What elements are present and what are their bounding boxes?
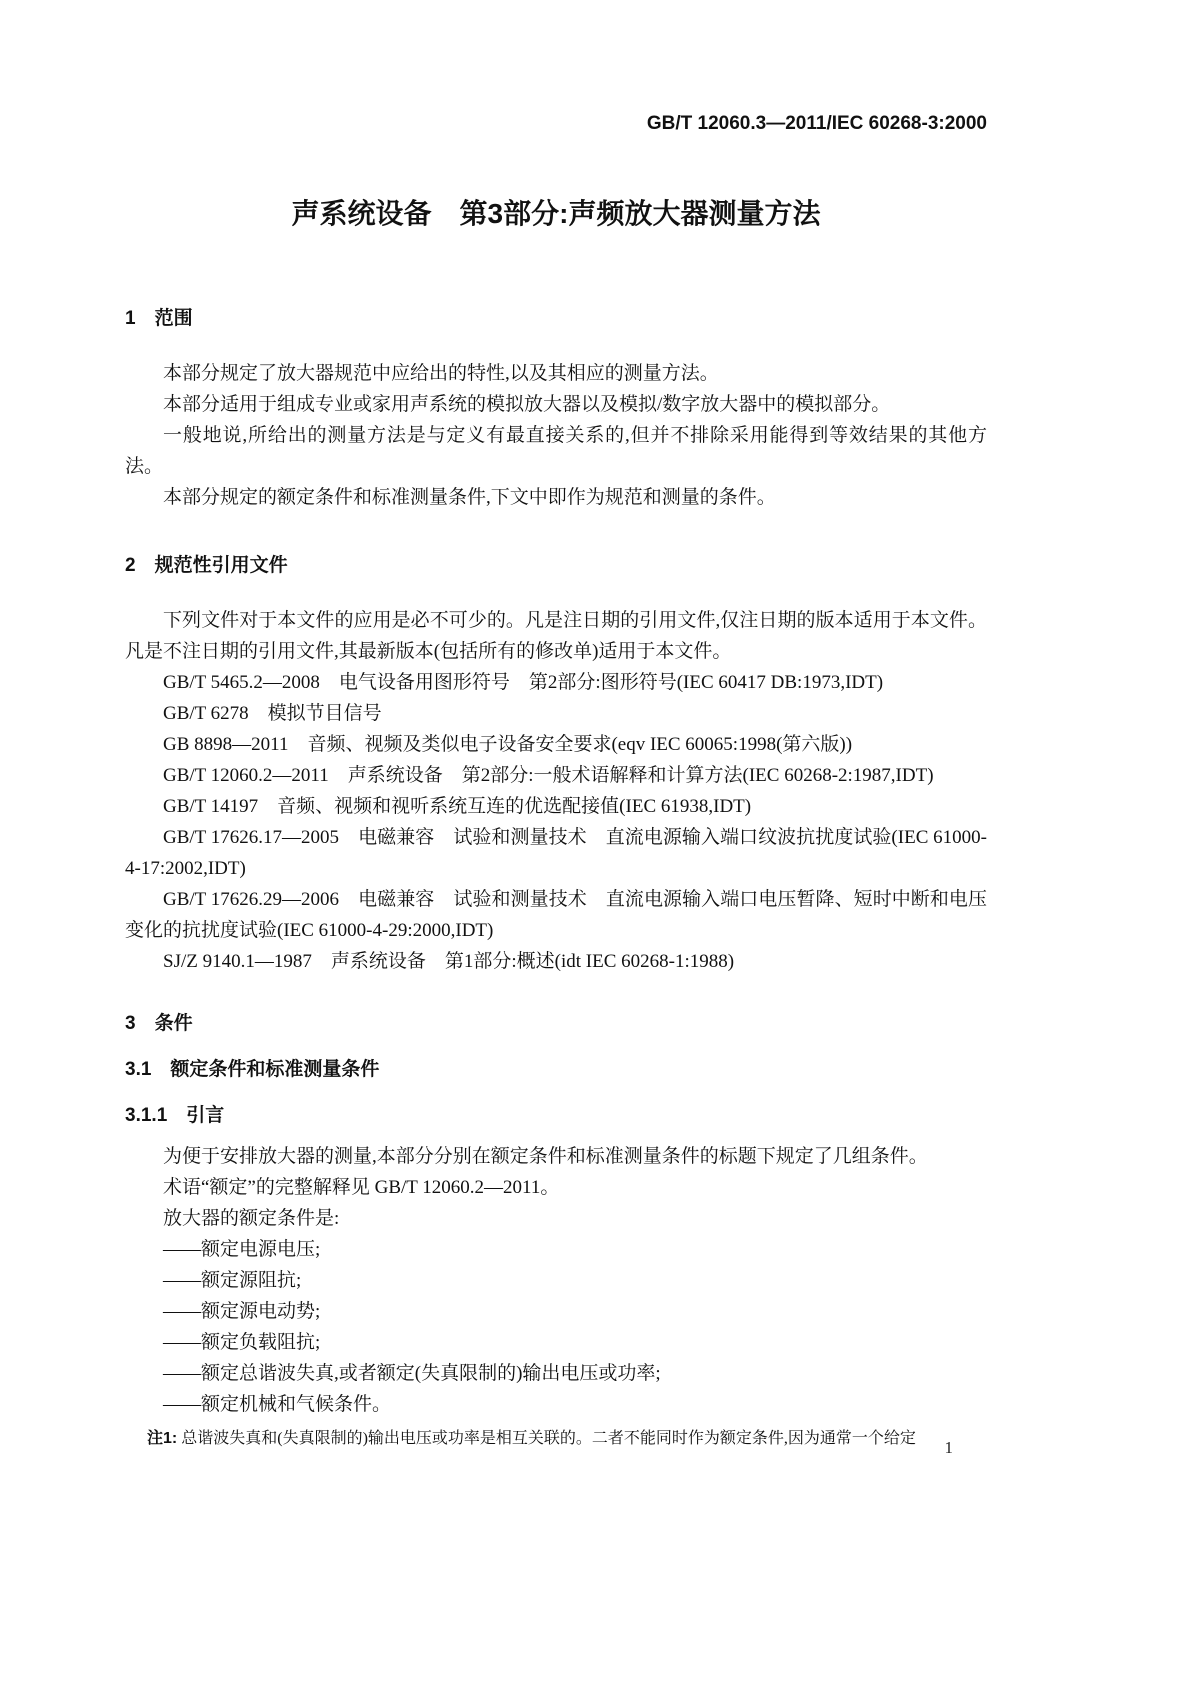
section-heading-scope: 1 范围 bbox=[125, 308, 193, 329]
reference-item: SJ/Z 9140.1—1987 声系统设备 第1部分:概述(idt IEC 60268-1:1988) bbox=[163, 951, 735, 972]
section-heading-normative-references: 2 规范性引用文件 bbox=[125, 555, 288, 576]
section-heading-conditions: 3 条件 bbox=[125, 1013, 193, 1034]
rated-condition-item: ——额定源阻抗; bbox=[163, 1270, 302, 1291]
scope-paragraph: 一般地说,所给出的测量方法是与定义有最直接关系的,但并不排除采用能得到等效结果的其他方法。 bbox=[125, 425, 987, 477]
page-number: 1 bbox=[944, 1438, 953, 1457]
conditions-paragraph: 放大器的额定条件是: bbox=[163, 1208, 340, 1229]
reference-item: GB/T 17626.17—2005 电磁兼容 试验和测量技术 直流电源输入端口纹波抗扰度试验(IEC 61000-4-17:2002,IDT) bbox=[125, 827, 987, 879]
document-title: 声系统设备 第3部分:声频放大器测量方法 bbox=[291, 198, 821, 229]
scope-paragraph: 本部分规定的额定条件和标准测量条件,下文中即作为规范和测量的条件。 bbox=[163, 487, 776, 508]
standard-code-header: GB/T 12060.3—2011/IEC 60268-3:2000 bbox=[646, 113, 987, 134]
document-content bbox=[125, 0, 987, 1452]
reference-item: GB/T 6278 模拟节目信号 bbox=[163, 703, 382, 724]
rated-condition-item: ——额定机械和气候条件。 bbox=[163, 1394, 392, 1415]
reference-item: GB/T 5465.2—2008 电气设备用图形符号 第2部分:图形符号(IEC 60417 DB:1973,IDT) bbox=[163, 672, 884, 693]
subsection-heading-introduction: 3.1.1 引言 bbox=[125, 1105, 225, 1126]
reference-item: GB/T 17626.29—2006 电磁兼容 试验和测量技术 直流电源输入端口电压暂降、短时中断和电压变化的抗扰度试验(IEC 61000-4-29:2000,IDT) bbox=[125, 889, 987, 941]
reference-item: GB/T 14197 音频、视频和视听系统互连的优选配接值(IEC 61938,IDT) bbox=[163, 796, 752, 817]
rated-condition-item: ——额定电源电压; bbox=[163, 1239, 321, 1260]
rated-condition-item: ——额定总谐波失真,或者额定(失真限制的)输出电压或功率; bbox=[163, 1363, 661, 1384]
reference-item: GB/T 12060.2—2011 声系统设备 第2部分:一般术语解释和计算方法(IEC 60268-2:1987,IDT) bbox=[163, 765, 934, 786]
scope-paragraph: 本部分规定了放大器规范中应给出的特性,以及其相应的测量方法。 bbox=[163, 363, 719, 384]
conditions-paragraph: 术语“额定”的完整解释见 GB/T 12060.2—2011。 bbox=[163, 1177, 560, 1198]
note-1 bbox=[147, 1426, 987, 1452]
subsection-heading-rated-conditions: 3.1 额定条件和标准测量条件 bbox=[125, 1059, 380, 1080]
rated-condition-item: ——额定负载阻抗; bbox=[163, 1332, 321, 1353]
conditions-paragraph: 为便于安排放大器的测量,本部分分别在额定条件和标准测量条件的标题下规定了几组条件。 bbox=[163, 1146, 928, 1167]
rated-condition-item: ——额定源电动势; bbox=[163, 1301, 321, 1322]
reference-item: GB 8898—2011 音频、视频及类似电子设备安全要求(eqv IEC 60065:1998(第六版)) bbox=[163, 734, 853, 755]
scope-paragraph: 本部分适用于组成专业或家用声系统的模拟放大器以及模拟/数字放大器中的模拟部分。 bbox=[163, 394, 891, 415]
note-text: 总谐波失真和(失真限制的)输出电压或功率是相互关联的。二者不能同时作为额定条件,因为通常一个给定 bbox=[181, 1430, 916, 1447]
normative-references-intro: 下列文件对于本文件的应用是必不可少的。凡是注日期的引用文件,仅注日期的版本适用于本文件。凡是不注日期的引用文件,其最新版本(包括所有的修改单)适用于本文件。 bbox=[125, 610, 987, 662]
note-label: 注1: bbox=[147, 1430, 178, 1447]
